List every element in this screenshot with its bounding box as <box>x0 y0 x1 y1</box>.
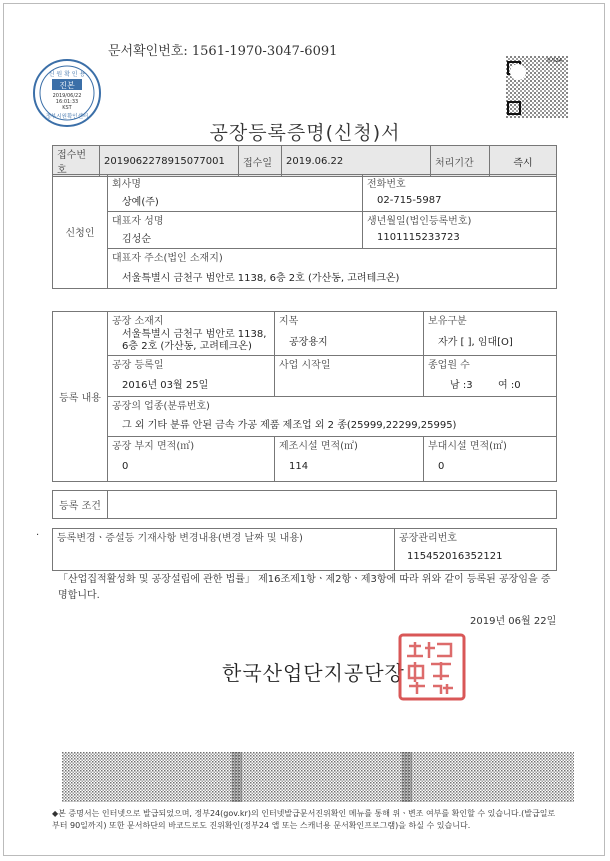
processing-period-label: 처리기간 <box>431 146 490 177</box>
employees-label: 종업원 수 <box>424 355 557 371</box>
conditions-table <box>52 490 557 519</box>
seal-mid-text: 진본 <box>59 81 75 90</box>
registration-date-value: 2016년 03월 25일 <box>108 371 275 397</box>
employees-male-label: 남 : <box>450 379 467 391</box>
management-number-label: 공장관리번호 <box>395 529 557 545</box>
certification-statement: 「산업집적활성화 및 공장설립에 관한 법률」 제16조제1항ㆍ제2항ㆍ제3항에 따라 위와 같이 등록된 공장임을 증명합니다. <box>58 574 551 601</box>
qr-code-icon <box>506 56 568 118</box>
land-category-value: 공장용지 <box>275 327 424 355</box>
business-start-label: 사업 시작일 <box>275 355 424 371</box>
conditions-label: 등록 조건 <box>53 491 108 519</box>
auxiliary-area-value: 0 <box>424 452 557 482</box>
qr-label: 정부24 <box>546 58 563 64</box>
employees-value <box>424 371 557 397</box>
phone-value: 02-715-5987 <box>363 191 557 212</box>
seal-bottom-text: 정부시원확인센터 <box>45 114 89 120</box>
ownership-label: 보유구분 <box>424 312 557 328</box>
receipt-no-value: 2019062278915077001 <box>100 146 239 177</box>
changes-label: 등록변경ㆍ증설등 기재사항 변경내용(변경 날짜 및 내용) <box>53 529 395 545</box>
seal-date: 2019/06/22 <box>52 93 82 99</box>
manufacturing-area-value: 114 <box>275 452 424 482</box>
barcode-3-icon <box>402 752 574 802</box>
receipt-date-value: 2019.06.22 <box>282 146 431 177</box>
seal-top-text: 신 원 확 인 용 <box>48 71 86 78</box>
address-label: 대표자 주소(법인 소재지) <box>108 249 557 265</box>
birth-label: 생년월일(법인등록번호) <box>363 212 557 228</box>
registration-table <box>52 311 557 482</box>
margin-mark: · <box>36 530 40 541</box>
issuer-name: 한국산업단지공단장 <box>222 661 405 685</box>
business-start-value <box>275 371 424 397</box>
verification-footnote: ◆본 증명서는 인터넷으로 발급되었으며, 정부24(gov.kr)의 인터넷발급문서진위확인 메뉴를 통해 위ㆍ변조 여부를 확인할 수 있습니다.(발급일로부터 90일까지) 또한 문서하단의 바코드로도 진위확인(정부24 앱 또는 스캐너용 문서확인프로그램)을 하실 수 있습니다. <box>52 809 556 830</box>
receipt-table <box>52 145 557 177</box>
document-number-value: 1561-1970-3047-6091 <box>191 44 338 59</box>
document-number <box>108 40 337 59</box>
page-title: 공장등록증명(신청)서 <box>209 122 401 144</box>
representative-label: 대표자 성명 <box>108 212 363 228</box>
factory-address-label: 공장 소재지 <box>108 312 275 328</box>
receipt-date-label: 접수일 <box>239 146 282 177</box>
document-number-label: 문서확인번호: <box>108 44 188 59</box>
processing-period-value: 즉시 <box>490 146 557 177</box>
site-area-value: 0 <box>108 452 275 482</box>
manufacturing-area-label: 제조시설 면적(㎡) <box>275 436 424 452</box>
management-number-value: 115452016352121 <box>395 544 557 570</box>
receipt-no-label: 접수번호 <box>53 146 100 177</box>
registration-date-label: 공장 등록일 <box>108 355 275 371</box>
industry-value: 그 외 기타 분류 안된 금속 가공 제품 제조업 외 2 종(25999,22299,25995) <box>108 412 557 436</box>
employees-female-value: 0 <box>514 379 521 391</box>
auxiliary-area-label: 부대시설 면적(㎡) <box>424 436 557 452</box>
applicant-table <box>52 174 557 289</box>
representative-value: 김성순 <box>108 228 363 249</box>
changes-table <box>52 528 557 571</box>
official-seal-icon <box>397 632 467 702</box>
barcode-1-icon <box>62 752 242 802</box>
industry-label: 공장의 업종(분류번호) <box>108 397 557 413</box>
applicant-section-label: 신청인 <box>53 175 108 289</box>
land-category-label: 지목 <box>275 312 424 328</box>
birth-value: 1101115233723 <box>363 228 557 249</box>
company-name-label: 회사명 <box>108 175 363 191</box>
seal-code: KST <box>62 105 72 111</box>
factory-address-value <box>108 327 275 355</box>
company-name-value: 상예(주) <box>108 191 363 212</box>
site-area-label: 공장 부지 면적(㎡) <box>108 436 275 452</box>
conditions-value <box>108 491 557 519</box>
changes-value <box>53 544 395 570</box>
employees-female-label: 여 : <box>498 379 515 391</box>
registration-section-label: 등록 내용 <box>53 312 108 482</box>
factory-address-line1: 서울특별시 금천구 범안로 1138, <box>122 328 267 340</box>
barcode-2-icon <box>232 752 412 802</box>
phone-label: 전화번호 <box>363 175 557 191</box>
factory-address-line2: 6층 2호 (가산동, 고려테크온) <box>122 340 252 352</box>
address-value: 서울특별시 금천구 범안로 1138, 6층 2호 (가산동, 고려테크온) <box>108 265 557 289</box>
issue-date: 2019년 06월 22일 <box>470 616 557 627</box>
employees-male-value: 3 <box>466 379 473 391</box>
ownership-value: 자가 [ ], 임대[O] <box>424 327 557 355</box>
seal-time: 16:01:33 <box>55 99 79 105</box>
